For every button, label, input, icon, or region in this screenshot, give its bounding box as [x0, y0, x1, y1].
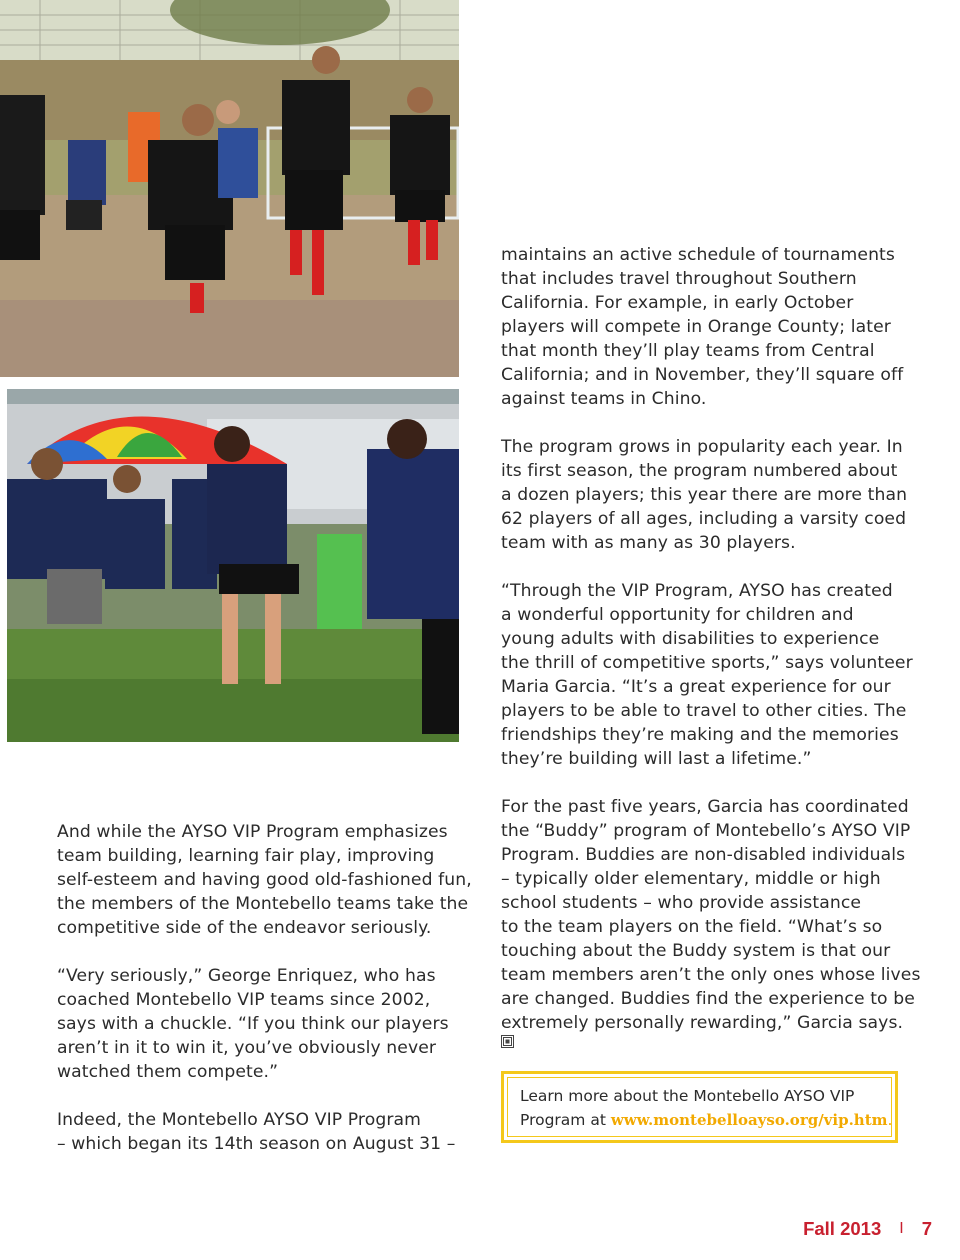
learn-more-callout — [501, 1071, 898, 1143]
end-of-article-icon — [501, 1035, 514, 1048]
paragraph: maintains an active schedule of tournaments that includes travel throughout Southern California. For example, in early October players will compete in Orange County; later that month they’ll play teams from Central California; and in November, they’ll square off against teams in Chino. — [501, 245, 904, 409]
page-number: 7 — [921, 1218, 932, 1239]
paragraph: Indeed, the Montebello AYSO VIP Program – which began its 14th season on August 31 – — [57, 1110, 456, 1154]
soccer-game-grass-photo — [7, 389, 459, 742]
left-text-column — [57, 820, 472, 1180]
paragraph: “Very seriously,” George Enriquez, who has coached Montebello VIP teams since 2002, says with a chuckle. “If you think our players aren’t in it to win it, you’ve obviously never watched them compete.” — [57, 966, 449, 1082]
paragraph: The program grows in popularity each year. In its first season, the program numbered about a dozen players; this year there are more than 62 players of all ages, including a varsity coed team with as many as 30 players. — [501, 437, 908, 553]
soccer-players-running-photo — [0, 0, 459, 377]
soccer-photo-icon — [0, 0, 459, 377]
paragraph: For the past five years, Garcia has coordinated the “Buddy” program of Montebello’s AYSO VIP Program. Buddies are non-disabled individuals – typically older elementary, middle or high school students – who provide assistance to the team players on the field. “What’s so touching about the Buddy system is that our team members aren’t the only ones whose lives are changed. Buddies find the experience to be extremely personally rewarding,” Garcia says. — [501, 797, 921, 1033]
right-text-column — [501, 243, 921, 1059]
paragraph: And while the AYSO VIP Program emphasizes team building, learning fair play, improving self-esteem and having good old-fashioned fun, the members of the Montebello teams take the competitive side of the endeavor seriously. — [57, 822, 472, 938]
paragraph: “Through the VIP Program, AYSO has created a wonderful opportunity for children and young adults with disabilities to experience the thrill of competitive sports,” says volunteer Maria Garcia. “It’s a great experience for our players to be able to travel to other cities. The friendships they’re making and the memories they’re building will last a lifetime.” — [501, 581, 913, 769]
footer-separator: I — [899, 1220, 904, 1237]
callout-text: Learn more about the Montebello AYSO VIP Program at www.montebelloayso.org/vip.htm. — [520, 1087, 893, 1129]
page-footer — [803, 1216, 932, 1242]
soccer-photo-icon — [7, 389, 459, 742]
vip-program-link[interactable]: www.montebelloayso.org/vip.htm — [610, 1111, 888, 1129]
issue-label: Fall 2013 — [803, 1218, 882, 1239]
